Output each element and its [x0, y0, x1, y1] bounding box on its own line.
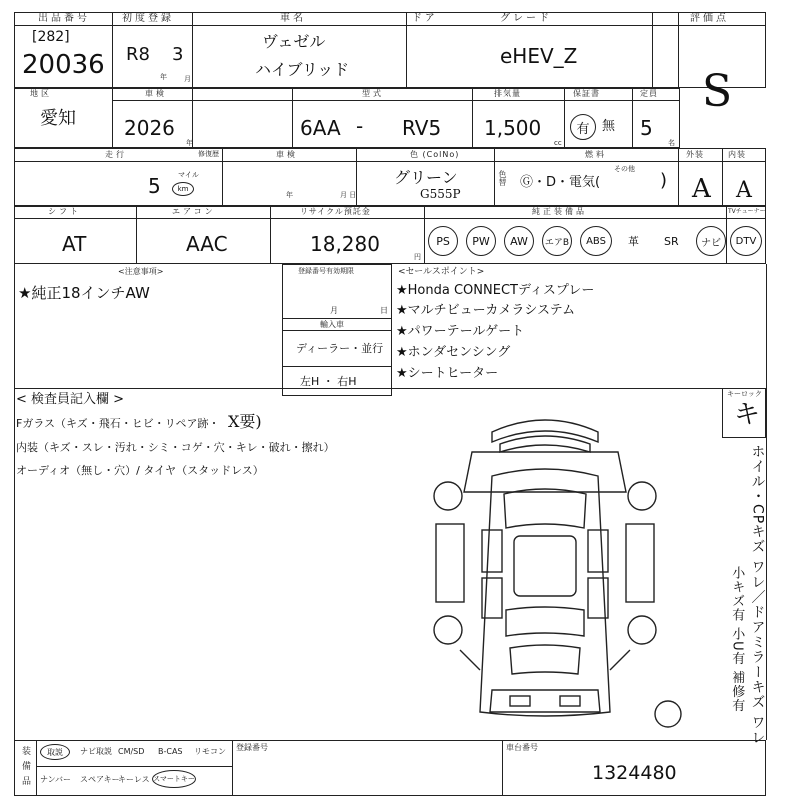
color-header: 色 (ColNo)	[410, 150, 460, 159]
model-prefix: 6AA	[300, 116, 341, 140]
damage-notes-2: 小キズ有 小U有 補修有	[729, 566, 745, 713]
equipment-leather: 革	[628, 235, 639, 248]
equipment-dtv-label: DTV	[735, 235, 757, 247]
acc-bcas: B-CAS	[158, 747, 183, 756]
model-header: 型式	[362, 89, 384, 98]
capacity-unit: 名	[668, 139, 675, 147]
inspector-header: < 検査員記入欄 >	[16, 392, 125, 407]
recycle-unit: 円	[414, 253, 421, 261]
equipment-dtv	[730, 226, 762, 256]
equipment-aw-label: AW	[510, 234, 528, 248]
notes-header: <注意事項>	[118, 267, 164, 276]
damage-notes-1: ホイル・CPキズ ワレ／ドアミラーキズ ワレ	[749, 444, 766, 746]
lot-no-header: 出品番号	[38, 13, 90, 24]
region-value: 愛知	[40, 108, 76, 129]
evaluation-header: 評価点	[690, 13, 729, 24]
equipment-abs	[580, 226, 612, 256]
reg-number-header: 登録番号	[236, 743, 268, 752]
acc-manual: 取説	[47, 747, 63, 757]
grade-header: グレード	[500, 13, 552, 24]
model-code: RV5	[402, 116, 442, 140]
equipment-header: 純正装備品	[532, 207, 587, 216]
displacement-header: 排気量	[494, 89, 521, 98]
fuel-value: Ⓖ・D・電気(	[520, 175, 601, 190]
import-header: 輸入車	[320, 320, 344, 329]
inspection-year: 2026	[124, 116, 175, 140]
key-lock-header: キーロック	[727, 390, 762, 398]
warranty-no: 無	[602, 119, 616, 134]
capacity-value: 5	[640, 116, 653, 140]
color-number: G555P	[420, 187, 461, 201]
sales-point-5: ★シートヒーター	[396, 366, 499, 381]
warranty-yes: 有	[576, 121, 590, 137]
fuel-other-label: その他	[614, 165, 635, 173]
equipment-pw	[466, 226, 496, 256]
mileage-unit-km-circled	[172, 182, 194, 196]
tv-tuner-header: TVチューナー	[728, 208, 766, 215]
region-header: 地区	[30, 89, 52, 98]
exterior-grade: A	[692, 174, 711, 204]
acc-keyless: キーレス	[118, 775, 150, 784]
equipment-airbag-label: エアB	[544, 237, 570, 248]
sales-point-3: ★パワーテールゲート	[396, 324, 525, 339]
acc-smart-key: スマートキー	[153, 775, 195, 783]
aircon-header: エアコン	[172, 207, 216, 216]
warranty-yes-circled	[570, 114, 596, 140]
recycle-header: リサイクル預託金	[300, 207, 371, 216]
inspector-line-1b: X要)	[228, 412, 262, 431]
equipment-ps-label: PS	[436, 234, 450, 248]
color-change-label: 色替	[498, 170, 507, 186]
grade-value: eHEV_Z	[500, 44, 578, 68]
inspector-line-2: 内装（キズ・スレ・汚れ・シミ・コゲ・穴・キレ・破れ・擦れ）	[16, 441, 335, 454]
first-reg-month: 3	[172, 44, 184, 65]
door-header: ドア	[412, 13, 438, 24]
acc-smart-key-circled	[152, 770, 196, 788]
inspection-month-day-unit: 月 日	[340, 191, 357, 199]
chassis-number: 1324480	[592, 762, 677, 784]
reg-expiry-day: 日	[380, 306, 388, 315]
equipment-aw	[504, 226, 534, 256]
color-value: グリーン	[394, 168, 458, 187]
car-name-line2: ハイブリッド	[255, 60, 350, 79]
acc-cm-sd: CM/SD	[118, 747, 145, 756]
sales-point-4: ★ホンダセンシング	[396, 345, 511, 360]
repair-header: 修復歴	[198, 150, 219, 158]
acc-plate: ナンバー	[40, 775, 72, 784]
warranty-header: 保証書	[573, 89, 600, 98]
inspection-year-unit: 年	[186, 139, 193, 147]
interior-grade: A	[736, 178, 752, 203]
mileage-unit-miles: マイル	[178, 171, 199, 179]
model-dash: -	[356, 114, 364, 138]
car-name-header: 車名	[280, 13, 306, 24]
aircon-value: AAC	[186, 232, 228, 256]
fuel-header: 燃料	[585, 150, 607, 159]
exterior-header: 外装	[686, 150, 704, 159]
import-dealer: ディーラー・並行	[296, 342, 384, 355]
first-reg-year-unit: 年	[160, 73, 167, 81]
acc-remote: リモコン	[194, 747, 226, 756]
fuel-close: )	[660, 170, 668, 191]
first-reg-era: R8	[126, 44, 150, 65]
mileage-value: 5	[148, 174, 161, 198]
equipment-navi	[696, 226, 726, 256]
equipment-pw-label: PW	[472, 234, 490, 248]
reg-expiry-header: 登録番号有効期限	[298, 267, 354, 275]
equipment-navi-label: ナビ	[701, 237, 721, 249]
acc-manual-circled	[40, 744, 70, 760]
inspector-line-1a: Fガラス（キズ・飛石・ヒビ・リペア跡・	[16, 417, 220, 430]
mileage-header: 走行	[105, 150, 127, 159]
lot-code: [282]	[32, 29, 70, 45]
sales-points-header: <セールスポイント>	[398, 267, 485, 277]
first-reg-month-unit: 月	[184, 75, 191, 83]
first-reg-header: 初度登録	[122, 13, 174, 24]
displacement-value: 1,500	[484, 116, 542, 140]
acc-spare-key: スペアキー	[80, 775, 120, 784]
recycle-value: 18,280	[310, 232, 380, 256]
equipment-airbag	[542, 226, 572, 256]
accessories-header: 装備品	[20, 746, 30, 791]
reg-expiry-month: 月	[330, 306, 338, 315]
lot-number: 20036	[22, 50, 105, 80]
interior-header: 内装	[728, 150, 746, 159]
evaluation-score: S	[702, 66, 733, 117]
shift-value: AT	[62, 232, 87, 256]
equipment-abs-label: ABS	[586, 235, 606, 247]
inspector-line-3: オーディオ（無し・穴）/ タイヤ（スタッドレス）	[16, 464, 264, 477]
sales-point-2: ★マルチビューカメラシステム	[396, 303, 576, 318]
sales-point-1: ★Honda CONNECTディスプレー	[396, 283, 595, 298]
acc-navi-manual: ナビ取説	[80, 747, 112, 756]
equipment-sr: SR	[664, 235, 679, 248]
key-lock-mark: キ	[734, 400, 761, 430]
car-name-line1: ヴェゼル	[262, 32, 326, 51]
row4-frame	[14, 206, 766, 264]
equipment-ps	[428, 226, 458, 256]
displacement-unit: cc	[554, 139, 562, 147]
chassis-header: 車台番号	[506, 743, 538, 752]
import-handle: 左H ・ 右H	[300, 375, 357, 388]
shift-header: シフト	[48, 207, 81, 216]
mileage-unit-km: km	[177, 185, 189, 193]
inspection-year-unit-2: 年	[286, 191, 293, 199]
inspection-header: 車検	[145, 89, 167, 98]
capacity-header: 定員	[640, 89, 658, 98]
inspection-header-2: 車検	[276, 150, 298, 159]
notes-value: ★純正18インチAW	[18, 284, 150, 302]
